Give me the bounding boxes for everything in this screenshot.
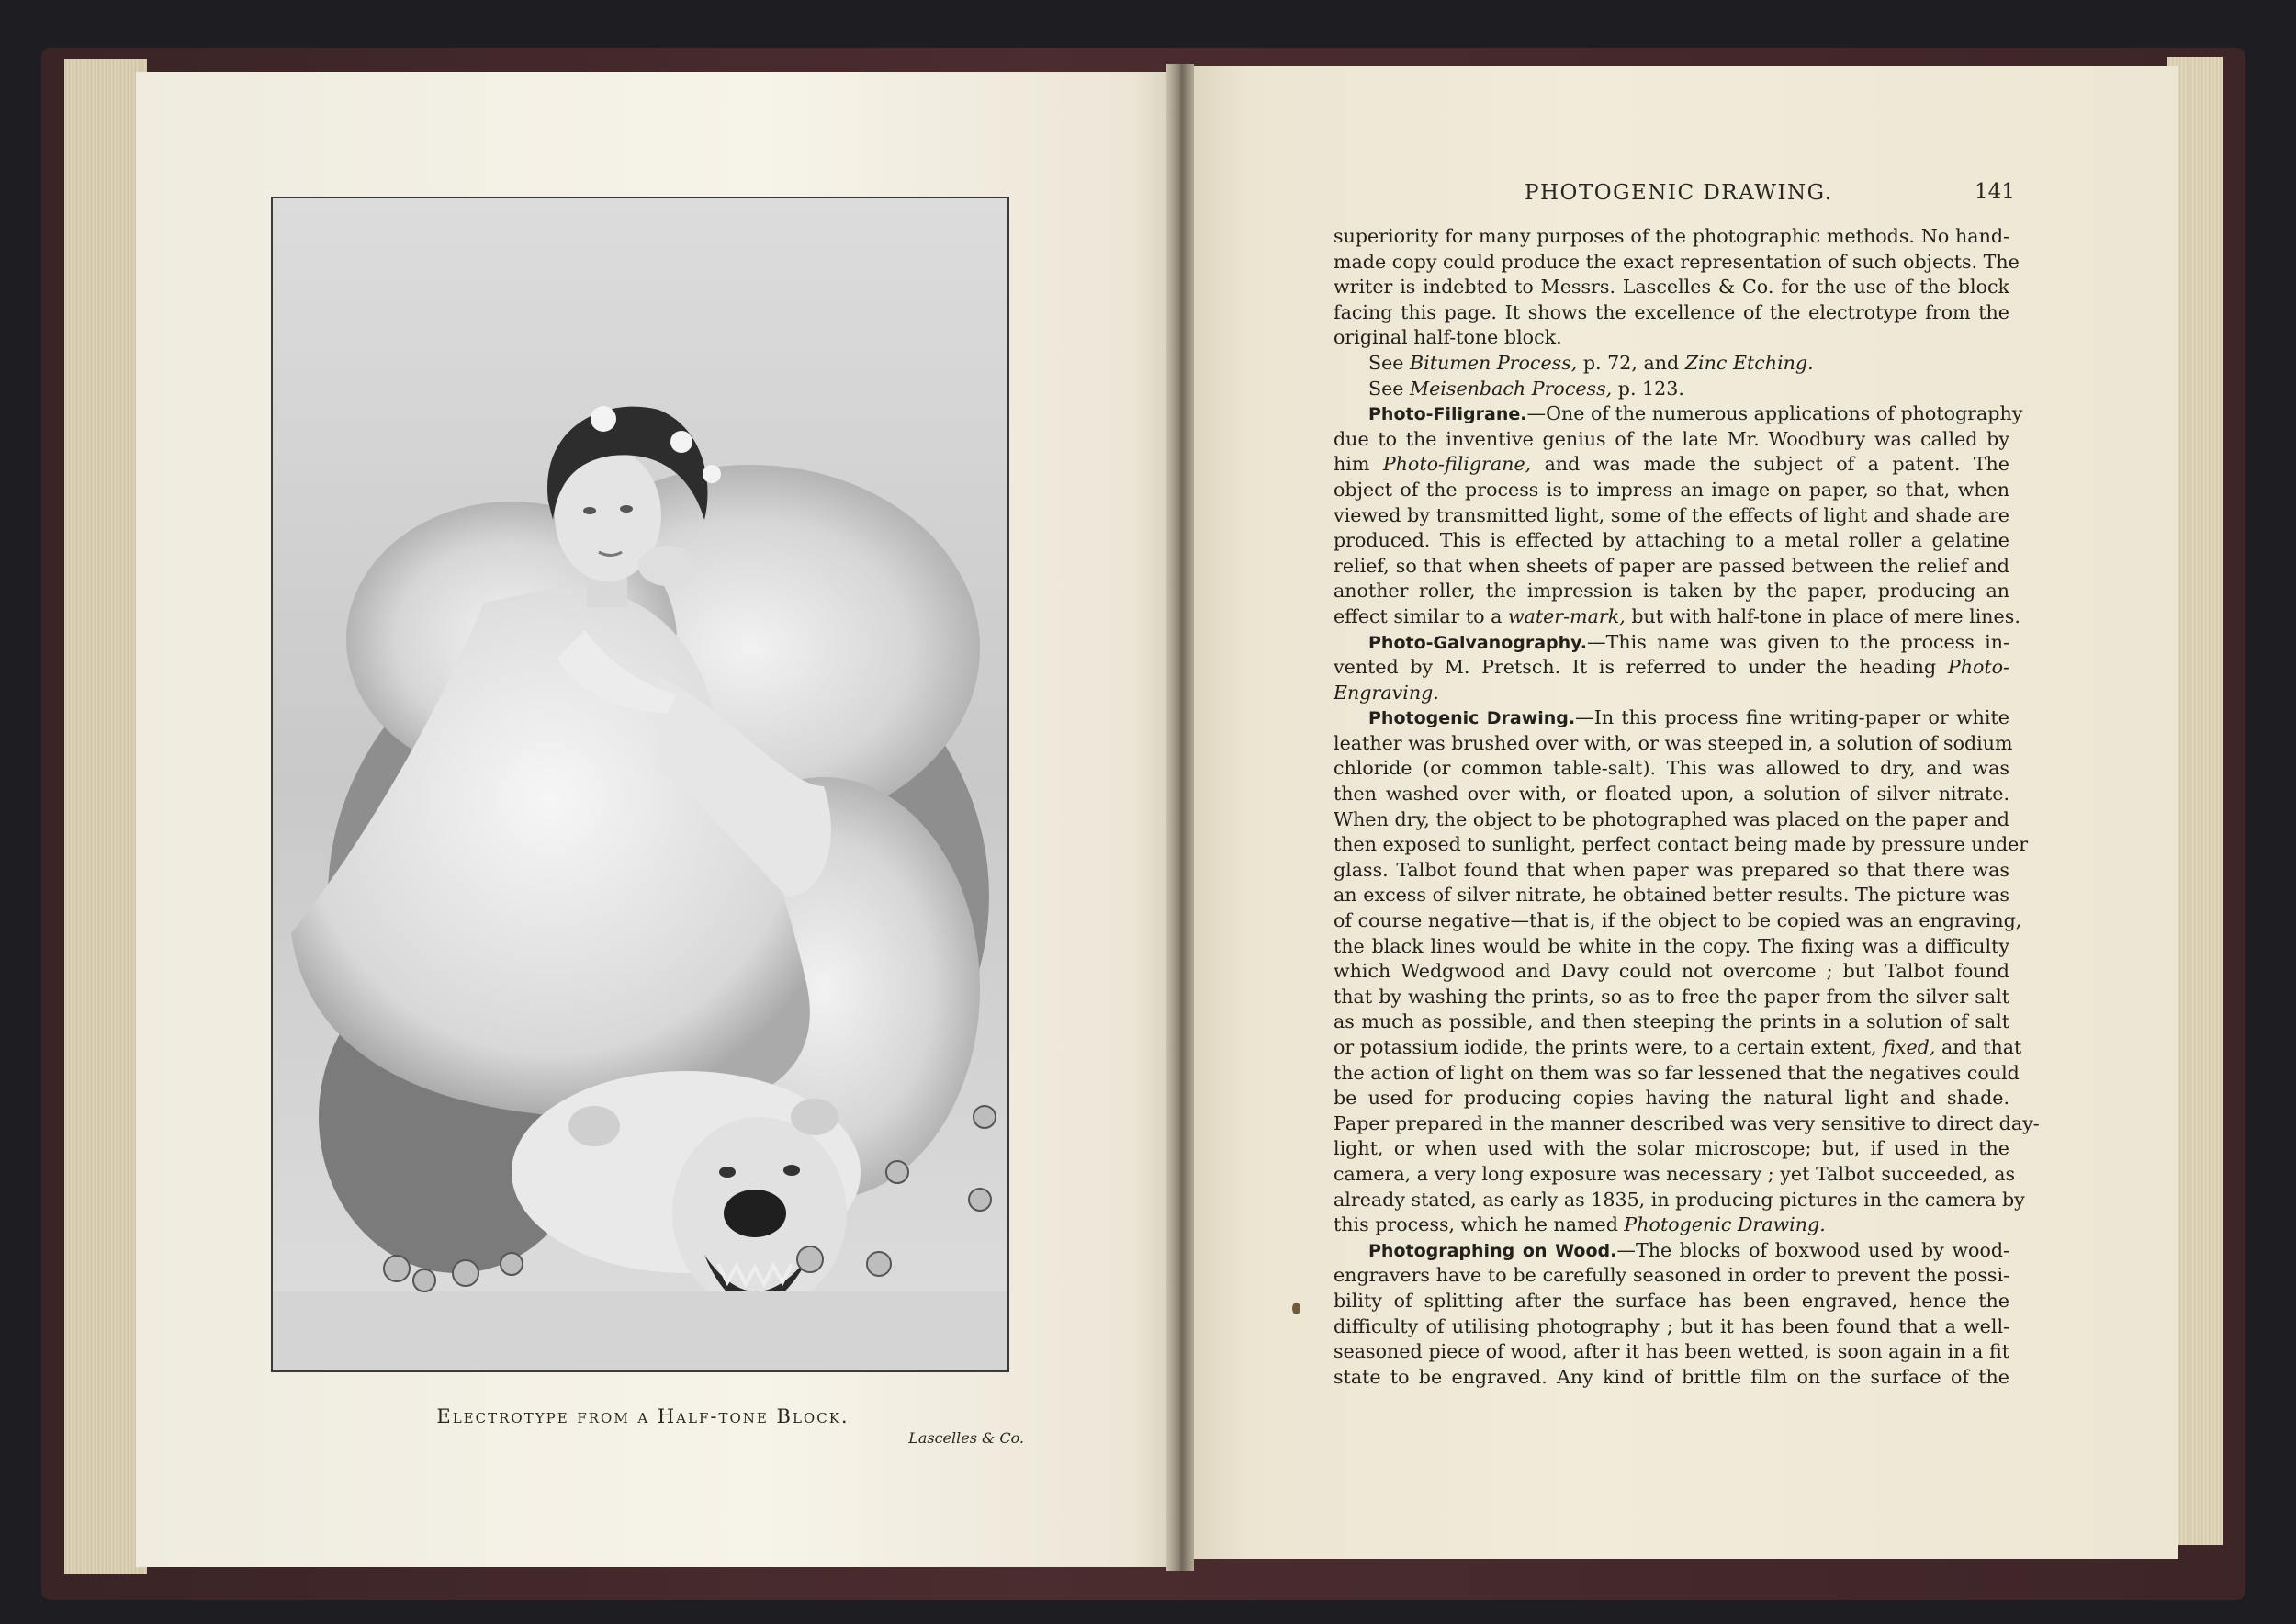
- text-line: that by washing the prints, so as to free the paper from the silver salt: [1334, 985, 2009, 1008]
- text-line: camera, a very long exposure was necessary ; yet Talbot succeeded, as: [1334, 1162, 2016, 1185]
- plate-credit: Lascelles & Co.: [908, 1429, 1024, 1447]
- entry-photo-galvanography: Photo-Galvanography.—This name was given to the process in-: [1368, 630, 2009, 653]
- text-line: this process, which he named Photogenic Drawing.: [1334, 1213, 1826, 1236]
- text-line: object of the process is to impress an image on paper, so that, when: [1334, 478, 2009, 501]
- halftone-plate-photograph: [271, 197, 1009, 1372]
- text-line: be used for producing copies having the natural light and shade.: [1334, 1087, 2009, 1110]
- text-line: light, or when used with the solar microscope; but, if used in the: [1334, 1137, 2009, 1160]
- text-line: of course negative—that is, if the object to be copied was an engraving,: [1334, 909, 2022, 932]
- text-line: bility of splitting after the surface has been engraved, hence the: [1334, 1289, 2009, 1312]
- text-line: due to the inventive genius of the late Mr. Woodbury was called by: [1334, 427, 2009, 450]
- text-line: as much as possible, and then steeping the prints in a solution of salt: [1334, 1010, 2009, 1033]
- text-line: See Meisenbach Process, p. 123.: [1368, 377, 1684, 400]
- text-line: viewed by transmitted light, some of the effects of light and shade are: [1334, 503, 2009, 526]
- ink-spot: [1292, 1303, 1300, 1314]
- text-line: an excess of silver nitrate, he obtained better results. The picture was: [1334, 884, 2009, 907]
- plate-caption: Electrotype from a Half-tone Block.: [436, 1405, 850, 1427]
- running-head: PHOTOGENIC DRAWING.: [1525, 181, 1833, 205]
- text-line: superiority for many purposes of the photographic methods. No hand-: [1334, 225, 2009, 247]
- left-page-edges: [64, 59, 147, 1574]
- text-line: vented by M. Pretsch. It is referred to under the heading Photo-: [1334, 656, 2009, 679]
- text-line: original half-tone block.: [1334, 326, 1562, 349]
- text-line: glass. Talbot found that when paper was prepared so that there was: [1334, 858, 2009, 881]
- text-line: or potassium iodide, the prints were, to a certain extent, fixed, and that: [1334, 1036, 2022, 1058]
- text-line: Engraving.: [1334, 681, 1439, 704]
- text-line: seasoned piece of wood, after it has been wetted, is soon again in a fit: [1334, 1340, 2009, 1363]
- text-line: produced. This is effected by attaching to a metal roller a gelatine: [1334, 529, 2009, 552]
- entry-photographing-on-wood: Photographing on Wood.—The blocks of boxwood used by wood-: [1368, 1238, 2009, 1261]
- body-text: [1334, 224, 2040, 1390]
- text-line: relief, so that when sheets of paper are passed between the relief and: [1334, 554, 2009, 577]
- page-number: 141: [1975, 180, 2015, 204]
- text-line: which Wedgwood and Davy could not overcome ; but Talbot found: [1334, 960, 2009, 983]
- text-line: difficulty of utilising photography ; but it has been found that a well-: [1334, 1314, 2009, 1337]
- text-line: facing this page. It shows the excellence of the electrotype from the: [1334, 300, 2009, 323]
- text-line: See Bitumen Process, p. 72, and Zinc Etching.: [1368, 351, 1814, 374]
- text-line: state to be engraved. Any kind of brittle film on the surface of the: [1334, 1365, 2009, 1388]
- entry-photogenic-drawing: Photogenic Drawing.—In this process fine writing-paper or white: [1368, 706, 2009, 729]
- text-line: another roller, the impression is taken by the paper, producing an: [1334, 580, 2009, 603]
- text-line: then washed over with, or floated upon, a solution of silver nitrate.: [1334, 783, 2009, 806]
- text-line: leather was brushed over with, or was steeped in, a solution of sodium: [1334, 731, 2013, 754]
- text-line: then exposed to sunlight, perfect contact being made by pressure under: [1334, 833, 2029, 856]
- text-line: chloride (or common table-salt). This was allowed to dry, and was: [1334, 757, 2009, 780]
- text-line: the action of light on them was so far lessened that the negatives could: [1334, 1061, 2020, 1084]
- text-line: writer is indebted to Messrs. Lascelles & Co. for the use of the block: [1334, 276, 2009, 299]
- text-line: made copy could produce the exact representation of such objects. The: [1334, 250, 2020, 273]
- text-line: him Photo-filigrane, and was made the subject of a patent. The: [1334, 453, 2009, 476]
- text-line: already stated, as early as 1835, in producing pictures in the camera by: [1334, 1188, 2025, 1211]
- text-line: Paper prepared in the manner described was very sensitive to direct day-: [1334, 1111, 2040, 1134]
- text-line: engravers have to be carefully seasoned in order to prevent the possi-: [1334, 1264, 2009, 1287]
- text-line: the black lines would be white in the copy. The fixing was a difficulty: [1334, 934, 2009, 957]
- entry-photo-filigrane: Photo-Filigrane.—One of the numerous applications of photography: [1368, 402, 2023, 425]
- book-gutter: [1166, 64, 1194, 1571]
- text-line: When dry, the object to be photographed was placed on the paper and: [1334, 807, 2009, 830]
- text-line: effect similar to a water-mark, but with half-tone in place of mere lines.: [1334, 604, 2020, 627]
